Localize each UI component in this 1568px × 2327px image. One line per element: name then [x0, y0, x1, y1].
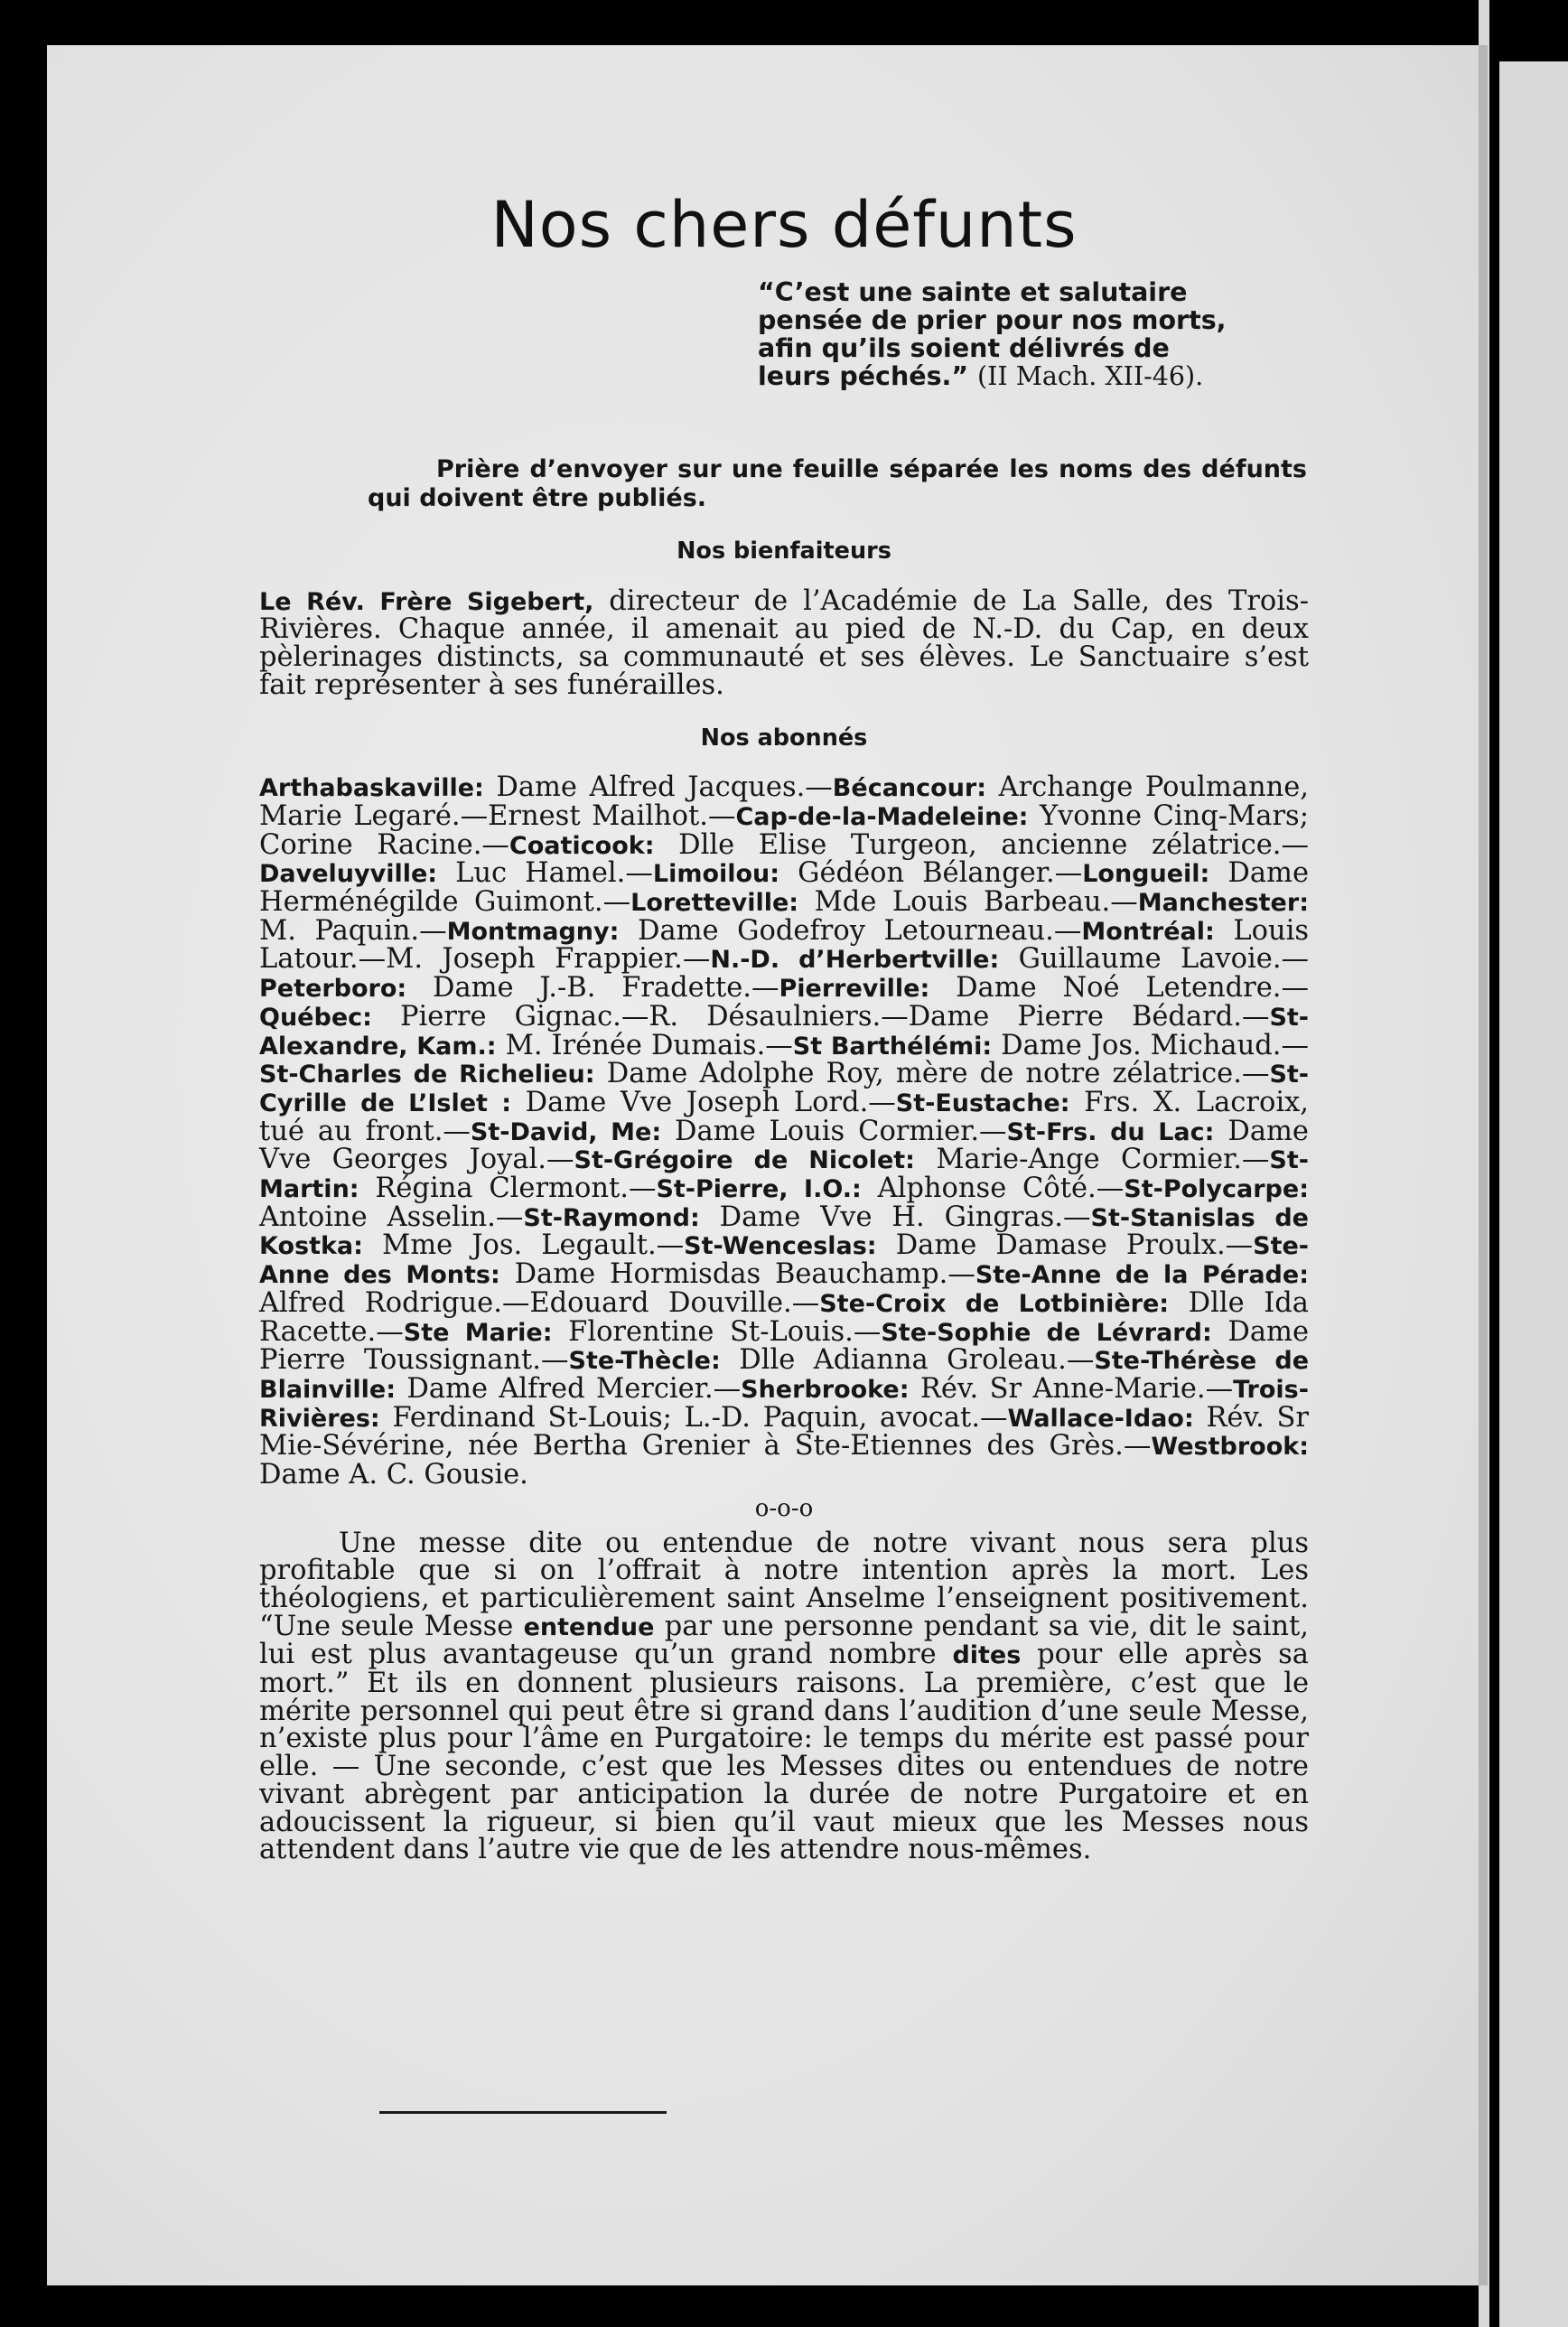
subscriber-place: St-Martin:: [259, 1146, 1309, 1204]
subscriber-entry: —Wallace-Idao: Rév. Sr Mie-Sévérine, née Bertha Grenier à Ste-Etiennes des Grès.: [259, 1401, 1309, 1463]
subscriber-place: Arthabaskaville:: [259, 774, 484, 803]
subscriber-place: St-Pierre, I.O.:: [656, 1175, 862, 1204]
subscriber-names: Dame Damase Proulx.: [895, 1229, 1226, 1262]
subscriber-place: St-Raymond:: [523, 1203, 700, 1232]
subscriber-entry: —Trois-Rivières: Ferdinand St-Louis; L.-D. Paquin, avocat.: [259, 1372, 1309, 1434]
subscriber-entry: —Bécancour: Archange Poulmanne, Marie Legaré.—Ernest Mailhot.: [259, 771, 1309, 832]
subscriber-place: Cap-de-la-Madeleine:: [735, 802, 1029, 831]
subscriber-names: Dame Louis Cormier.: [675, 1115, 980, 1147]
subscriber-names: Alfred Rodrigue.—Edouard Douville.: [259, 1286, 792, 1319]
subscriber-entry: —St-Eustache: Frs. X. Lacroix, tué au front.: [259, 1086, 1309, 1147]
closing-emphasis-2: dites: [952, 1641, 1022, 1670]
section-separator: o-o-o: [754, 1494, 814, 1522]
subscriber-place: Sherbrooke:: [741, 1375, 910, 1404]
subscriber-names: Dame Vve H. Gingras.: [719, 1201, 1064, 1233]
subscriber-entry: —Montréal: Louis Latour.—M. Joseph Frappier.: [259, 914, 1310, 976]
subscriber-names: Dame Jos. Michaud.: [1001, 1029, 1282, 1061]
subscriber-names: Dame Herménégilde Guimont.: [259, 857, 1309, 919]
subscriber-names: Dame Vve Georges Joyal.: [259, 1115, 1309, 1176]
subscriber-place: Ste-Anne de la Pérade:: [975, 1261, 1309, 1290]
subscriber-place: Loretteville:: [630, 889, 799, 918]
subscriber-entry: —Manchester: M. Paquin.: [259, 886, 1309, 947]
subscriber-entry: —Coaticook: Dlle Elise Turgeon, ancienne zélatrice.: [481, 828, 1282, 861]
subscriber-entry: —St-Pierre, I.O.: Alphonse Côté.: [628, 1173, 1097, 1205]
subscriber-entry: —Daveluyville: Luc Hamel.: [259, 828, 1309, 890]
subscriber-place: Ste Marie:: [403, 1318, 553, 1347]
subscriber-entry: [259, 771, 805, 803]
subscriber-names: Régina Clermont.: [375, 1173, 629, 1205]
epigraph: [758, 278, 1242, 390]
subscriber-entry: —Westbrook: Dame A. C. Gousie.: [259, 1430, 1309, 1491]
subscriber-place: St-Frs. du Lac:: [1006, 1117, 1215, 1146]
subscribers-heading: Nos abonnés: [700, 724, 868, 752]
subscriber-entry: —Ste-Anne de la Pérade: Alfred Rodrigue.—Edouard Douville.: [259, 1258, 1309, 1319]
epigraph-quote: “C’est une sainte et salutaire pensée de prier pour nos morts, afin qu’ils soient délivrés de leurs péchés.”: [758, 277, 1227, 391]
subscriber-place: Québec:: [259, 1003, 372, 1032]
subscriber-names: Antoine Asselin.: [259, 1201, 496, 1233]
subscriber-place: Montréal:: [1081, 917, 1215, 946]
closing-text-1: Une messe dite ou entendue de notre vivant nous sera plus profitable que si on l’offrait à notre intention après la mort. Les théologiens, et particulièrement saint Anselme l’enseignent positivement. “Une seule Messe: [259, 1527, 1309, 1642]
subscriber-place: St-Charles de Richelieu:: [259, 1061, 595, 1089]
subscriber-entry: —St Barthélémi: Dame Jos. Michaud.: [765, 1029, 1282, 1061]
subscriber-place: St-Polycarpe:: [1124, 1175, 1309, 1204]
page-content: [259, 188, 1309, 1864]
closing-emphasis-1: entendue: [523, 1612, 655, 1641]
subscriber-place: Limoilou:: [652, 860, 780, 889]
subscriber-place: St-Stanislas de Kostka:: [259, 1203, 1309, 1261]
subscriber-names: Ferdinand St-Louis; L.-D. Paquin, avocat.: [392, 1401, 981, 1434]
subscriber-place: St Barthélémi:: [792, 1032, 993, 1061]
subscriber-entry: —Ste Marie: Florentine St-Louis.: [376, 1315, 854, 1348]
subscribers-list: [259, 771, 1310, 1491]
subscriber-entry: —Ste-Sophie de Lévrard: Dame Pierre Toussignant.: [259, 1315, 1309, 1377]
benefactors-paragraph: [259, 584, 1310, 701]
subscriber-names: Mde Louis Barbeau.: [814, 886, 1111, 919]
subscriber-entry: —Sherbrooke: Rév. Sr Anne-Marie.: [713, 1372, 1206, 1405]
subscriber-names: Rév. Sr Anne-Marie.: [919, 1372, 1206, 1405]
subscriber-place: N.-D. d’Herbertville:: [710, 946, 1000, 975]
subscriber-entry: —Limoilou: Gédéon Bélanger.: [625, 857, 1055, 890]
subscriber-entry: —Québec: Pierre Gignac.—R. Désaulniers.—Dame Pierre Bédard.: [259, 972, 1309, 1033]
subscriber-entry: —N.-D. d’Herbertville: Guillaume Lavoie.: [682, 943, 1282, 976]
closing-text-2: par une personne pendant sa vie, dit le saint, lui est plus avantageuse qu’un grand nombre: [259, 1610, 1309, 1671]
subscriber-names: Dame Godefroy Letourneau.: [638, 914, 1054, 947]
benefactor-name: Le Rév. Frère Sigebert,: [259, 587, 594, 616]
subscriber-names: Dame Noé Letendre.: [956, 972, 1282, 1005]
subscriber-names: Guillaume Lavoie.: [1018, 943, 1282, 976]
adjacent-page-edge: [1499, 61, 1568, 2327]
subscriber-place: Wallace-Idao:: [1007, 1404, 1194, 1433]
subscriber-entry: —St-Stanislas de Kostka: Mme Jos. Legault.: [259, 1201, 1309, 1262]
subscriber-entry: —St-Martin: Régina Clermont.: [259, 1144, 1309, 1205]
subscriber-entry: —Ste-Thècle: Dlle Adianna Groleau.: [541, 1344, 1067, 1377]
subscriber-place: St-Grégoire de Nicolet:: [574, 1146, 915, 1175]
subscriber-names: Mme Jos. Legault.: [382, 1229, 657, 1262]
subscriber-place: Westbrook:: [1151, 1433, 1309, 1462]
subscriber-place: Ste-Thècle:: [568, 1347, 721, 1376]
subscriber-place: Ste-Anne des Monts:: [259, 1232, 1310, 1290]
subscriber-entry: —St-Alexandre, Kam.: M. Irénée Dumais.: [259, 1000, 1310, 1061]
subscriber-names: Rév. Sr Mie-Sévérine, née Bertha Grenier à Ste-Etiennes des Grès.: [259, 1401, 1309, 1463]
subscriber-place: Manchester:: [1137, 889, 1309, 918]
subscriber-entry: —St-Charles de Richelieu: Dame Adolphe Roy, mère de notre zélatrice.: [259, 1029, 1309, 1090]
subscriber-entry: —Montmagny: Dame Godefroy Letourneau.: [419, 914, 1054, 947]
subscriber-place: St-Eustache:: [895, 1089, 1070, 1117]
subscriber-names: Dame Alfred Mercier.: [406, 1372, 714, 1405]
subscriber-place: Pierreville:: [779, 975, 930, 1004]
epigraph-reference: (II Mach. XII-46).: [977, 361, 1204, 391]
subscriber-names: Dame Vve Joseph Lord.: [525, 1086, 869, 1118]
subscriber-place: Bécancour:: [832, 774, 987, 803]
subscriber-place: Trois-Rivières:: [259, 1375, 1309, 1433]
subscriber-entry: —St-Polycarpe: Antoine Asselin.: [259, 1173, 1309, 1233]
subscriber-place: Peterboro:: [259, 975, 407, 1004]
benefactors-heading: Nos bienfaiteurs: [677, 537, 891, 565]
subscriber-names: Dlle Elise Turgeon, ancienne zélatrice.: [678, 828, 1282, 861]
closing-text-3: pour elle après sa mort.” Et ils en donnent plusieurs raisons. La première, c’est que le mérite personnel qui peut être si grand dans l’audition d’une seule Messe, n’existe plus pour l’âme en Purgatoire: le temps du mérite est passé pour elle. — Une seconde, c’est que les Messes dites ou entendues de notre vivant abrègent par anticipation la durée de notre Purgatoire et en adoucissent la rigueur, si bien qu’il vaut mieux que les Messes nous attendent dans l’autre vie que de les attendre nous-mêmes.: [259, 1639, 1309, 1866]
subscriber-place: Ste-Croix de Lotbinière:: [819, 1289, 1170, 1318]
subscriber-entry: —Pierreville: Dame Noé Letendre.: [751, 972, 1282, 1005]
page-title: Nos chers défunts: [490, 188, 1078, 262]
subscriber-place: St-David, Me:: [470, 1117, 662, 1146]
subscriber-names: Florentine St-Louis.: [568, 1315, 854, 1348]
subscriber-names: M. Irénée Dumais.: [505, 1029, 766, 1061]
subscriber-entry: —Peterboro: Dame J.-B. Fradette.: [259, 943, 1310, 1005]
subscriber-entry: —St-Grégoire de Nicolet: Marie-Ange Cormier.: [546, 1144, 1242, 1176]
subscriber-entry: —Cap-de-la-Madeleine: Yvonne Cinq-Mars; Corine Racine.: [259, 799, 1309, 861]
benefactor-text: directeur de l’Académie de La Salle, des Trois-Rivières. Chaque année, il amenait au pied de N.-D. du Cap, en deux pèlerinages distincts, sa communauté et ses élèves. Le Sanctuaire s’est fait représenter à ses funérailles.: [259, 584, 1310, 701]
subscriber-entry: —St-Cyrille de L’Islet : Dame Vve Joseph Lord.: [259, 1058, 1309, 1118]
subscriber-names: Dame Adolphe Roy, mère de notre zélatrice.: [606, 1058, 1242, 1090]
subscriber-entry: —St-Raymond: Dame Vve H. Gingras.: [495, 1201, 1064, 1233]
subscriber-names: Archange Poulmanne, Marie Legaré.—Ernest Mailhot.: [259, 771, 1309, 832]
subscriber-names: Yvonne Cinq-Mars; Corine Racine.: [259, 799, 1309, 861]
subscriber-entry: —Loretteville: Mde Louis Barbeau.: [602, 886, 1111, 919]
subscriber-names: Dame Hormisdas Beauchamp.: [514, 1258, 948, 1291]
subscriber-place: Ste-Sophie de Lévrard:: [881, 1318, 1212, 1347]
subscriber-names: Alphonse Côté.: [877, 1173, 1097, 1205]
subscriber-names: Luc Hamel.: [455, 857, 626, 890]
submission-request: Prière d’envoyer sur une feuille séparée les noms des défunts qui doivent être publiés.: [368, 455, 1307, 512]
subscriber-entry: —Ste-Croix de Lotbinière: Dlle Ida Racette.: [259, 1286, 1309, 1348]
subscriber-names: Frs. X. Lacroix, tué au front.: [259, 1086, 1309, 1147]
closing-rule: [379, 2111, 667, 2114]
subscriber-place: Coaticook:: [509, 831, 655, 860]
subscriber-entry: —Longueil: Dame Herménégilde Guimont.: [259, 857, 1309, 919]
subscriber-names: M. Paquin.: [259, 914, 420, 947]
subscriber-place: St-Alexandre, Kam.:: [259, 1003, 1310, 1061]
subscriber-entry: —St-Frs. du Lac: Dame Vve Georges Joyal.: [259, 1115, 1309, 1176]
subscriber-entry: —Ste-Thérèse de Blainville: Dame Alfred Mercier.: [259, 1344, 1310, 1405]
closing-paragraph: [259, 1527, 1309, 1866]
subscriber-names: Marie-Ange Cormier.: [936, 1144, 1242, 1176]
subscriber-place: Daveluyville:: [259, 860, 438, 889]
subscriber-place: Longueil:: [1082, 860, 1210, 889]
subscriber-names: Gédéon Bélanger.: [798, 857, 1055, 890]
subscriber-names: Pierre Gignac.—R. Désaulniers.—Dame Pierre Bédard.: [400, 1000, 1242, 1033]
subscriber-place: Ste-Thérèse de Blainville:: [259, 1347, 1310, 1404]
subscriber-names: Dame A. C. Gousie.: [259, 1459, 528, 1491]
subscriber-names: Dlle Ida Racette.: [259, 1286, 1309, 1348]
subscriber-names: Dame Alfred Jacques.: [496, 771, 806, 804]
subscriber-place: St-Cyrille de L’Islet :: [259, 1061, 1309, 1117]
subscriber-entry: —St-David, Me: Dame Louis Cormier.: [443, 1115, 980, 1147]
subscriber-names: Dlle Adianna Groleau.: [739, 1344, 1067, 1377]
subscriber-names: Dame J.-B. Fradette.: [433, 972, 751, 1005]
subscriber-place: Montmagny:: [446, 917, 620, 946]
subscriber-entry: —Ste-Anne des Monts: Dame Hormisdas Beauchamp.: [259, 1229, 1310, 1291]
subscriber-names: Dame Pierre Toussignant.: [259, 1315, 1309, 1377]
subscriber-entry: —St-Wenceslas: Dame Damase Proulx.: [656, 1229, 1226, 1262]
subscriber-place: St-Wenceslas:: [684, 1232, 877, 1261]
subscriber-names: Louis Latour.—M. Joseph Frappier.: [259, 914, 1310, 976]
